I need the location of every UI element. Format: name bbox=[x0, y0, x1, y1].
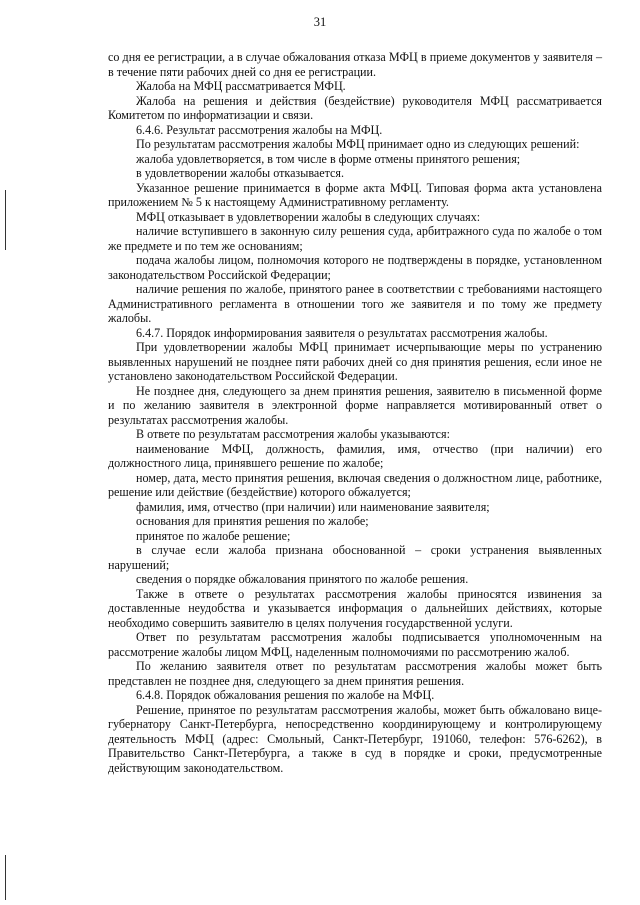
list-item: в случае если жалоба признана обоснованной – сроки устранения выявленных нарушений; bbox=[108, 543, 602, 572]
page-number: 31 bbox=[313, 15, 327, 29]
paragraph: Также в ответе о результатах рассмотрения жалобы приносятся извинения за доставленные неудобства и указывается информация о дальнейших действиях, которые необходимо совершить заявителю в целях получения государственной услуги. bbox=[108, 586, 602, 630]
paragraph: Указанное решение принимается в форме акта МФЦ. Типовая форма акта установлена приложением № 5 к настоящему Административному регламенту. bbox=[108, 180, 602, 209]
paragraph: При удовлетворении жалобы МФЦ принимает исчерпывающие меры по устранению выявленных нарушений не позднее пяти рабочих дней со дня принятия решения, если иное не установлено законодательством Российской Федерации. bbox=[108, 340, 602, 383]
paragraph: По желанию заявителя ответ по результатам рассмотрения жалобы может быть представлен не позднее дня, следующего за днем принятия решения. bbox=[108, 659, 602, 688]
list-item: жалоба удовлетворяется, в том числе в форме отмены принятого решения; bbox=[136, 151, 521, 166]
list-item: подача жалобы лицом, полномочия которого не подтверждены в порядке, установленном законодательством Российской Федерации; bbox=[108, 253, 602, 282]
list-item: в удовлетворении жалобы отказывается. bbox=[136, 166, 345, 180]
paragraph: со дня ее регистрации, а в случае обжалования отказа МФЦ в приеме документов у заявителя – в течение пяти рабочих дней со дня ее регистрации. bbox=[108, 50, 602, 79]
document-body bbox=[108, 50, 602, 775]
paragraph: Ответ по результатам рассмотрения жалобы подписывается уполномоченным на рассмотрение жалобы лицом МФЦ, наделенным полномочиями по рассмотрению жалоб. bbox=[108, 630, 602, 659]
margin-scan-line bbox=[5, 855, 6, 900]
paragraph: Решение, принятое по результатам рассмотрения жалобы, может быть обжаловано вице-губернатору Санкт-Петербурга, непосредственно координирующему и контролирующему деятельность МФЦ (адрес: Смольный, Санкт-Петербург, 191060, телефон: 576-6262), в Правительство Санкт-Петербурга, а также в суд в порядке и сроки, предусмотренные действующим законодательством. bbox=[108, 702, 602, 775]
list-item: сведения о порядке обжалования принятого по жалобе решения. bbox=[136, 572, 469, 586]
paragraph: Жалоба на решения и действия (бездействие) руководителя МФЦ рассматривается Комитетом по информатизации и связи. bbox=[108, 93, 602, 122]
list-item: номер, дата, место принятия решения, включая сведения о должностном лице, работнике, решение или действие (бездействие) которого обжалуется; bbox=[108, 470, 602, 499]
paragraph: По результатам рассмотрения жалобы МФЦ принимает одно из следующих решений: bbox=[136, 137, 580, 151]
paragraph: Жалоба на МФЦ рассматривается МФЦ. bbox=[136, 79, 346, 93]
section-heading-6-4-6: 6.4.6. Результат рассмотрения жалобы на МФЦ. bbox=[136, 122, 383, 137]
paragraph: Не позднее дня, следующего за днем принятия решения, заявителю в письменной форме и по желанию заявителя в электронной форме направляется мотивированный ответ о результатах рассмотрения жалобы. bbox=[108, 383, 602, 427]
section-heading-6-4-7: 6.4.7. Порядок информирования заявителя о результатах рассмотрения жалобы. bbox=[136, 325, 548, 340]
margin-scan-line bbox=[5, 190, 6, 250]
list-item: фамилия, имя, отчество (при наличии) или наименование заявителя; bbox=[136, 499, 490, 514]
list-item: наличие решения по жалобе, принятого ранее в соответствии с требованиями настоящего Административного регламента в отношении того же заявителя и по тому же предмету жалобы. bbox=[108, 282, 602, 325]
list-item: наличие вступившего в законную силу решения суда, арбитражного суда по жалобе о том же предмете и по тем же основаниям; bbox=[108, 224, 602, 253]
paragraph: МФЦ отказывает в удовлетворении жалобы в следующих случаях: bbox=[136, 209, 481, 224]
list-item: основания для принятия решения по жалобе; bbox=[136, 514, 369, 528]
list-item: наименование МФЦ, должность, фамилия, имя, отчество (при наличии) его должностного лица, принявшего решение по жалобе; bbox=[108, 441, 602, 470]
section-heading-6-4-8: 6.4.8. Порядок обжалования решения по жалобе на МФЦ. bbox=[136, 688, 435, 702]
paragraph: В ответе по результатам рассмотрения жалобы указываются: bbox=[136, 427, 450, 441]
list-item: принятое по жалобе решение; bbox=[136, 528, 291, 543]
